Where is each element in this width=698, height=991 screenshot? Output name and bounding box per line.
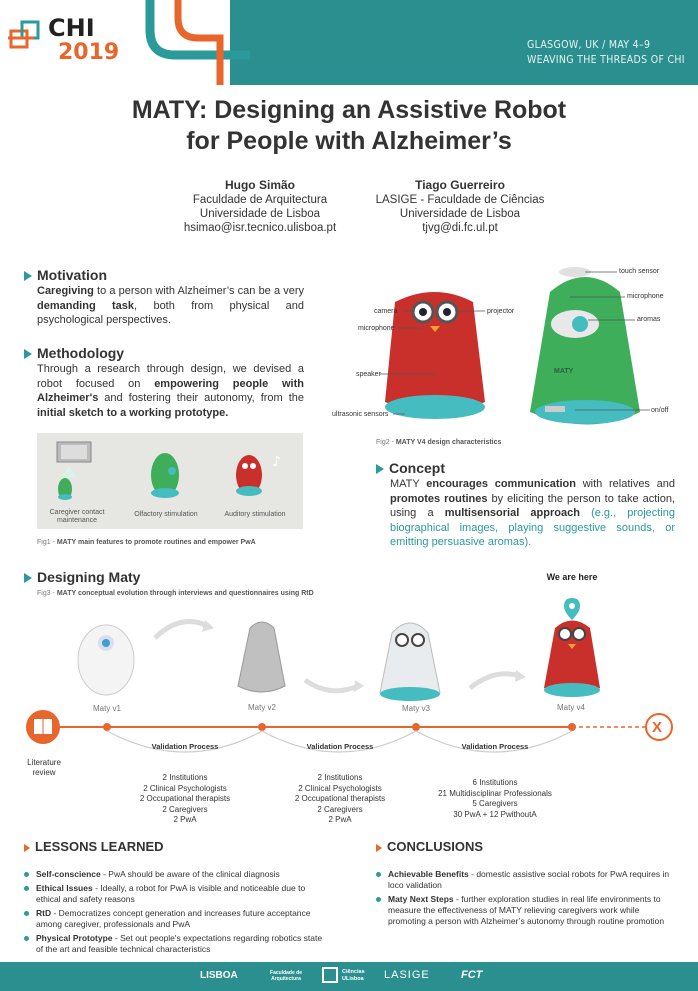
list-item: Self-conscience - PwA should be aware of the clinical diagnosis <box>24 869 324 880</box>
author-1 <box>140 178 380 235</box>
author-email[interactable]: hsimao@isr.tecnico.ulisboa.pt <box>183 222 337 234</box>
validation-label: Validation Process <box>306 742 374 751</box>
conclusions-list <box>376 869 676 927</box>
title-line-1: MATY: Designing an Assistive Robot <box>131 96 567 124</box>
validation-process-3-list: 6 Institutions 21 Multidisciplinar Professionals 5 Caregivers 30 PwA + 12 PwithoutA <box>438 778 552 819</box>
ciencias-logo-icon <box>322 967 338 983</box>
lessons-heading: LESSONS LEARNED <box>24 839 164 854</box>
lasige-logo: LASIGE <box>384 969 430 981</box>
lessons-list <box>24 869 324 955</box>
figure-2-caption: Fig2 - MATY V4 design characteristics <box>376 439 502 446</box>
version-label: Maty v4 <box>556 703 585 712</box>
fig2-label-aromas: aromas <box>637 316 661 323</box>
fig2-label-ultrasonic: ultrasonic sensors <box>332 411 389 418</box>
concept-text: MATY encourages communication with relatives and promotes routines by eliciting the person to take action, using a multisensorial approach (e.g., projecting biographical images, playing suggestive sounds, or emitting persuasive aromas). <box>390 478 675 548</box>
title-line-2: for People with Alzheimer’s <box>186 127 512 155</box>
ciencias-logo: Ciências ULisboa <box>342 969 365 982</box>
timeline-end-mark: X <box>652 719 663 736</box>
motivation-heading: Motivation <box>24 267 107 283</box>
fig2-label-microphone-2: microphone <box>627 293 664 300</box>
fig2-label-camera: camera <box>374 308 398 315</box>
chi-logo-year: 2019 <box>58 40 120 65</box>
figure-1-caption: Fig1 - MATY main features to promote routines and empower PwA <box>37 539 256 546</box>
triangle-bullet-icon <box>24 349 32 359</box>
triangle-bullet-icon <box>376 844 382 852</box>
svg-text:♪: ♪ <box>272 454 281 470</box>
faculdade-arquitectura-logo: Faculdade de Arquitectura <box>270 970 302 982</box>
author-affiliation: Faculdade de Arquitectura <box>192 194 328 206</box>
methodology-text: Through a research through design, we devised a robot focused on empowering people with Alzheimer's and fostering their autonomy, from the initial sketch to a working prototype. <box>37 363 304 419</box>
fig2-label-onoff: on/off <box>651 407 669 414</box>
triangle-bullet-icon <box>376 464 384 474</box>
validation-label: Validation Process <box>151 742 219 751</box>
fig2-label-projector: projector <box>487 308 515 315</box>
validation-label: Validation Process <box>461 742 529 751</box>
fig1-label-olfactory: Olfactory stimulation <box>134 511 198 518</box>
literature-review-label: Literature review <box>27 758 61 777</box>
author-name: Hugo Simão <box>224 178 295 192</box>
figure-3-caption: Fig3 - MATY conceptual evolution through interviews and questionnaires using RtD <box>37 590 314 597</box>
motivation-text: Caregiving to a person with Alzheimer’s can be a very demanding task, both from physical and psychological perspectives. <box>37 285 304 326</box>
conference-info <box>527 38 685 68</box>
validation-process-2-list: 2 Institutions 2 Clinical Psychologists 2 Occupational therapists 2 Caregivers 2 PwA <box>294 773 386 824</box>
poster-title <box>0 95 698 157</box>
concept-heading: Concept <box>376 460 445 476</box>
author-affiliation: Universidade de Lisboa <box>399 208 521 220</box>
author-affiliation: Universidade de Lisboa <box>199 208 321 220</box>
designing-heading: Designing Maty <box>24 569 140 585</box>
conference-tagline: WEAVING THE THREADS OF CHI <box>527 54 685 66</box>
version-label: Maty v3 <box>401 704 430 713</box>
fig2-label-microphone: microphone <box>358 325 395 332</box>
fig2-label-touch: touch sensor <box>619 268 660 275</box>
fig2-brand: MATY <box>554 368 574 375</box>
triangle-bullet-icon <box>24 844 30 852</box>
list-item: Maty Next Steps - further exploration studies in real life environments to measure the effectiveness of MATY relieving caregivers work while promoting a person with Alzheimer’s autonomy through routine promotion <box>376 894 676 927</box>
list-item: RtD - Democratizes concept generation and increases future acceptance among caregiver, professionals and PwA <box>24 908 324 930</box>
version-label: Maty v1 <box>92 704 121 713</box>
we-are-here-label: We are here <box>546 572 598 582</box>
author-email[interactable]: tjvg@di.fc.ul.pt <box>422 222 498 234</box>
author-2 <box>345 178 575 235</box>
fct-logo: FCT <box>461 969 483 981</box>
ulisboa-logo: LISBOA <box>200 970 238 981</box>
fig2-label-speaker: speaker <box>356 371 381 378</box>
methodology-heading: Methodology <box>24 345 124 361</box>
conclusions-heading: CONCLUSIONS <box>376 839 483 854</box>
triangle-bullet-icon <box>24 271 32 281</box>
list-item: Ethical Issues - Ideally, a robot for PwA is visible and noticeable due to ethical and safety reasons <box>24 883 324 905</box>
fig1-label-auditory: Auditory stimulation <box>224 511 286 518</box>
triangle-bullet-icon <box>24 573 32 583</box>
validation-process-1-list: 2 Institutions 2 Clinical Psychologists 2 Occupational therapists 2 Caregivers 2 PwA <box>139 773 231 824</box>
list-item: Achievable Benefits - domestic assistive social robots for PwA requires in loco validation <box>376 869 676 891</box>
fig1-label-caregiver: Caregiver contact maintenance <box>49 509 105 524</box>
chi-logo-icon <box>8 14 48 60</box>
list-item: Physical Prototype - Set out people's expectations regarding robotics state of the art and feasible technical characteristics <box>24 933 324 955</box>
author-affiliation: LASIGE - Faculdade de Ciências <box>375 194 545 206</box>
header-decor <box>140 0 260 85</box>
author-name: Tiago Guerreiro <box>415 178 505 192</box>
conference-location: GLASGOW, UK / MAY 4–9 <box>527 39 651 51</box>
version-label: Maty v2 <box>247 703 276 712</box>
chi-logo-text: CHI <box>48 14 95 42</box>
